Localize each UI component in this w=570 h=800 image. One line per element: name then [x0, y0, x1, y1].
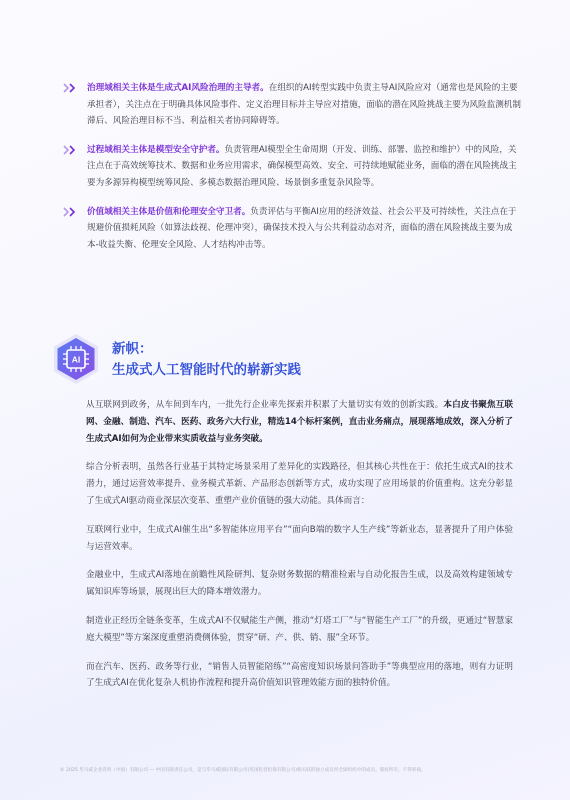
paragraph-text: 互联网行业中，生成式AI催生出“多智能体应用平台”“面向B端的数字人生产线”等新业态，显著提升了用户体验与运营效率。 [86, 524, 513, 552]
section-title-line1: 新帜： [112, 341, 153, 357]
bullet-body: 负责评估与平衡AI应用的经济效益、社会公平及可持续性，关注点在于规避价值损耗风险（如算法歧视、伦理冲突），确保技术投入与公共利益动态对齐，面临的潜在风险挑战主要为成本-收益失衡、伦理安全风险、人才结构冲击等。 [87, 206, 517, 250]
copyright-footer: © 2025 毕马威企业咨询（中国）有限公司 — 中国有限责任公司，是与毕马威国际有限公司(英国私营担保有限公司)相关联的独立成员所全球组织中的成员。版权所有，不得转载。 [60, 768, 426, 773]
svg-text:AI: AI [71, 354, 81, 365]
bullet-title: 价值域相关主体是价值和伦理安全守卫者。 [87, 206, 251, 217]
paragraph-intro [86, 397, 513, 447]
bullet-body: 在组织的AI转型实践中负责主导AI风险应对（通常也是风险的主要承担者），关注点在于明确具体风险事件、定义治理目标并主导应对措施，面临的潜在风险挑战主要为风险监测机制滞后、风险治理目标不当、利益相关者协同障碍等。 [87, 83, 521, 127]
bullet-title: 治理域相关主体是生成式AI风险治理的主导者。 [87, 83, 269, 93]
paragraph-text: 综合分析表明，虽然各行业基于其特定场景采用了差异化的实践路径，但其核心共性在于：依托生成式AI的技术潜力，通过运营效率提升、业务模式革新、产品形态创新等方式，成功实现了应用场景的价值重构。这充分彰显了生成式AI驱动商业深层次变革、重塑产业价值链的强大动能。具体而言： [86, 462, 513, 506]
paragraph-text: 制造业正经历全链条变革，生成式AI不仅赋能生产侧，推动“灯塔工厂”与“智能生产工厂”的升级，更通过“智慧家庭大模型”等方案深度重塑消费侧体验，贯穿“研、产、供、销、服”全环节。 [86, 615, 513, 643]
paragraph-finance [86, 567, 513, 601]
bullet-body: 负责管理AI模型全生命周期（开发、训练、部署、监控和维护）中的风险，关注点在于高效统筹技术、数据和业务应用需求，确保模型高效、安全、可持续地赋能业务，面临的潜在风险挑战主要为多源异构模型统筹风险、多模态数据治理风险、场景倒多重复杂风险等。 [87, 144, 517, 188]
bullet-process [76, 142, 522, 192]
paragraph-text: 金融业中，生成式AI落地在前瞻性风险研判、复杂财务数据的精准检索与自动化报告生成，以及高效构建领域专属知识库等场景，展现出巨大的降本增效潜力。 [86, 570, 513, 598]
chevron-bullet-icon [62, 145, 80, 155]
section-title-line2: 生成式人工智能时代的崭新实践 [112, 362, 301, 378]
paragraph-manufacturing [86, 613, 513, 647]
paragraph-text: 从互联网到政务，从车间到车内，一批先行企业率先探索并积累了大量切实有效的创新实践。 [86, 400, 444, 410]
paragraph-internet [86, 522, 513, 556]
section-title [112, 339, 301, 381]
article-body [86, 397, 513, 704]
bullet-title: 过程域相关主体是模型安全守护者。 [87, 144, 225, 155]
paragraph-summary [86, 459, 513, 509]
section-header [50, 333, 350, 385]
role-bullet-list [76, 80, 522, 265]
chevron-bullet-icon [62, 207, 80, 217]
paragraph-other-industries [86, 659, 513, 693]
ai-chip-icon [50, 333, 102, 385]
bullet-governance [76, 80, 522, 130]
bullet-value [76, 204, 522, 254]
paragraph-text: 而在汽车、医药、政务等行业，“销售人员智能陪练”“高密度知识场景问答助手”等典型应用的落地，则有力证明了生成式AI在优化复杂人机协作流程和提升高价值知识管理效能方面的独特价值。 [86, 661, 513, 689]
paragraph-bold-text: 本白皮书聚焦互联网、金融、制造、汽车、医药、政务六大行业，精选14个标杆案例，直击业务痛点，展现落地成效，深入分析了生成式AI如何为企业带来实质收益与业务突破。 [86, 400, 513, 444]
chevron-bullet-icon [62, 83, 80, 93]
